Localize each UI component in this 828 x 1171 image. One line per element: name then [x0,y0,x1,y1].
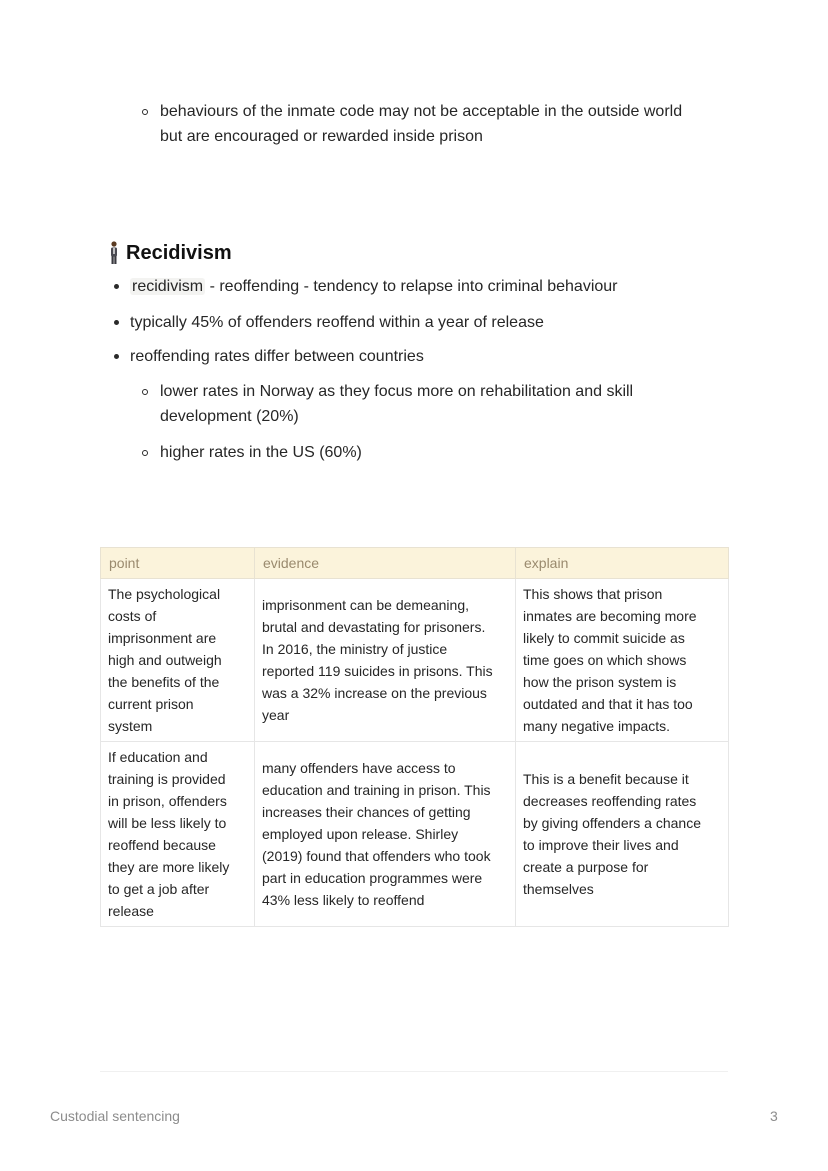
sub-bullet-marker [142,389,148,395]
header-point: point [101,548,255,579]
cell-line: year [262,707,290,723]
cell-line: employed upon release. Shirley [262,826,459,842]
cell-line: likely to commit suicide as [523,630,685,646]
section-title: Recidivism [126,242,232,264]
cell-line: to improve their lives and [523,837,679,853]
table-row [101,579,729,742]
inmate-code-text [160,99,682,149]
cell-line: outdated and that it has too [523,696,693,712]
cell-line: high and outweigh [108,652,222,668]
cell-line: the benefits of the [108,674,220,690]
cell-line: This shows that prison [523,586,663,602]
cell-evidence [255,742,516,927]
cell-explain [516,742,729,927]
cell-point [101,579,255,742]
bullet-marker [114,320,119,325]
cell-line: imprisonment can be demeaning, [262,597,470,613]
page-number: 3 [770,1108,778,1124]
cell-line: many negative impacts. [523,718,671,734]
cell-line: In 2016, the ministry of justice [262,641,448,657]
cell-line: will be less likely to [108,815,227,831]
definition-text: - reoffending - tendency to relapse into criminal behaviour [205,278,618,295]
bullet-marker [114,354,119,359]
cell-line: was a 32% increase on the previous [262,685,487,701]
cell-line: (2019) found that offenders who took [262,848,491,864]
section-heading [108,238,232,268]
cell-line: system [108,718,153,734]
cell-line: in prison, offenders [108,793,227,809]
cell-line: themselves [523,881,594,897]
footer-title: Custodial sentencing [50,1108,180,1124]
cell-line: brutal and devastating for prisoners. [262,619,486,635]
cell-explain [516,579,729,742]
cell-line: This is a benefit because it [523,771,689,787]
cell-line: reoffend because [108,837,216,853]
table-header-row [101,548,729,579]
cell-line: costs of [108,608,157,624]
cell-line: The psychological [108,586,221,602]
bullet-reoffend-rate: typically 45% of offenders reoffend within a year of release [130,314,544,331]
sub-bullet-us: higher rates in the US (60%) [160,444,362,461]
cell-line: If education and [108,749,208,765]
norway-line-1: lower rates in Norway as they focus more on rehabilitation and skill [160,383,634,400]
cell-line: inmates are becoming more [523,608,697,624]
bullet-recidivism-definition [130,274,618,299]
cell-line: training is provided [108,771,226,787]
cell-line: decreases reoffending rates [523,793,697,809]
cell-line: current prison [108,696,194,712]
cell-line: by giving offenders a chance [523,815,701,831]
norway-line-2: development (20%) [160,408,299,425]
inmate-code-line-1: behaviours of the inmate code may not be acceptable in the outside world [160,103,683,120]
inmate-code-line-2: but are encouraged or rewarded inside prison [160,128,483,145]
sub-bullet-marker [142,109,148,115]
header-evidence: evidence [255,548,516,579]
cell-line: how the prison system is [523,674,677,690]
footer-divider [100,1071,728,1072]
person-standing-icon [108,241,120,265]
cell-evidence [255,579,516,742]
table-row [101,742,729,927]
cell-line: reported 119 suicides in prisons. This [262,663,493,679]
cell-line: time goes on which shows [523,652,687,668]
cell-point [101,742,255,927]
header-explain: explain [516,548,729,579]
cell-line: to get a job after [108,881,210,897]
cell-line: many offenders have access to [262,760,456,776]
pee-table [100,547,729,927]
cell-line: increases their chances of getting [262,804,471,820]
cell-line: imprisonment are [108,630,217,646]
cell-line: 43% less likely to reoffend [262,892,425,908]
cell-line: create a purpose for [523,859,649,875]
cell-line: they are more likely [108,859,230,875]
bullet-countries: reoffending rates differ between countries [130,348,424,365]
term-highlight: recidivism [132,278,204,295]
sub-bullet-marker [142,450,148,456]
cell-line: education and training in prison. This [262,782,491,798]
bullet-marker [114,284,119,289]
cell-line: part in education programmes were [262,870,483,886]
sub-bullet-norway [160,379,633,429]
cell-line: release [108,903,154,919]
